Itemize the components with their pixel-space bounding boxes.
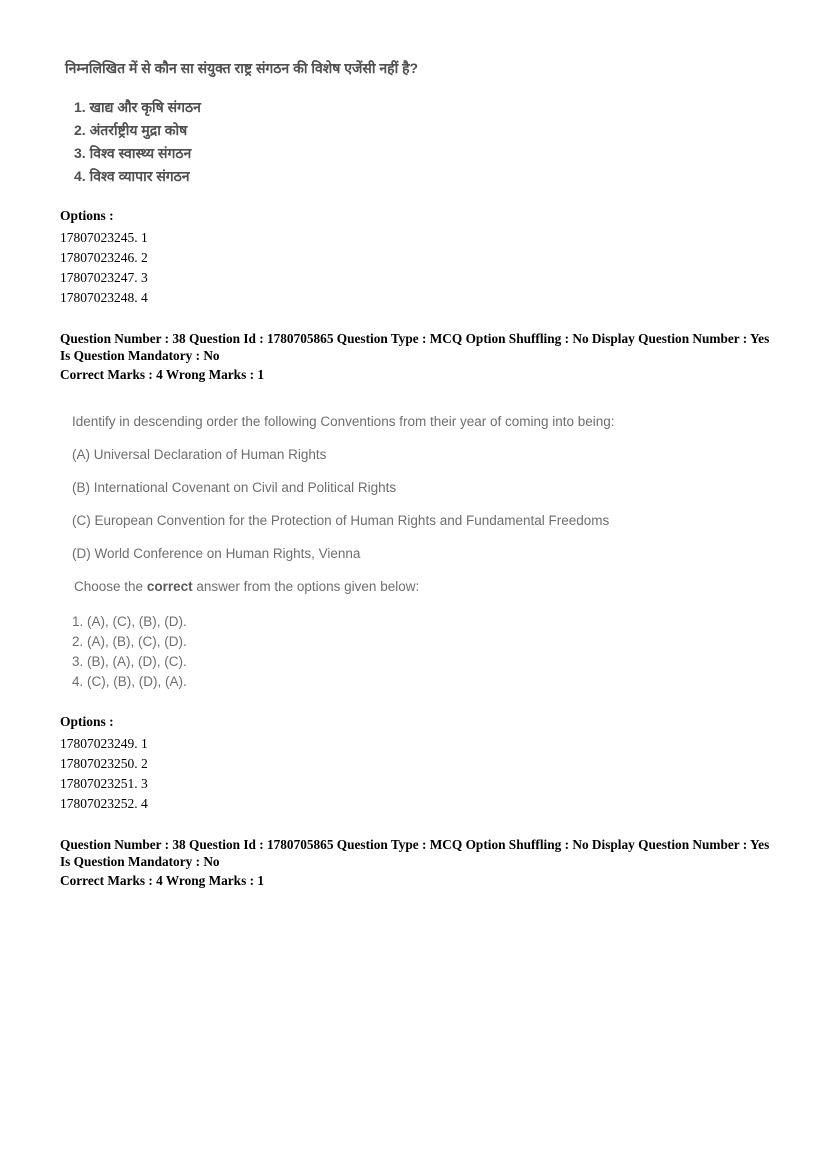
option-id-row: 17807023247. 3 <box>60 270 148 285</box>
option-id-row: 17807023250. 2 <box>60 756 148 771</box>
question-metadata <box>60 836 780 889</box>
metadata-marks-line: Correct Marks : 4 Wrong Marks : 1 <box>60 873 264 888</box>
convention-items-list <box>72 445 826 564</box>
convention-item-d: (D) World Conference on Human Rights, Vienna <box>72 546 361 561</box>
option-id-row: 17807023246. 2 <box>60 250 148 265</box>
metadata-line-1: Question Number : 38 Question Id : 1780705865 Question Type : MCQ Option Shuffling : No Display Question Number : Yes <box>60 331 770 346</box>
option-id-row: 17807023249. 1 <box>60 736 148 751</box>
option-id-list <box>60 228 826 308</box>
answer-options-list <box>72 612 826 692</box>
option-id-row: 17807023251. 3 <box>60 776 148 791</box>
options-heading: Options : <box>60 208 114 223</box>
choose-bold-word: correct <box>146 579 193 594</box>
convention-item-a: (A) Universal Declaration of Human Rights <box>72 447 327 462</box>
option-id-list <box>60 734 826 814</box>
answer-option-2: 2. (A), (B), (C), (D). <box>72 634 187 649</box>
option-id-row: 17807023252. 4 <box>60 796 148 811</box>
metadata-line-2: Is Question Mandatory : No <box>60 348 220 363</box>
choose-instruction <box>74 577 826 597</box>
metadata-line-2: Is Question Mandatory : No <box>60 854 220 869</box>
answer-option-1: 1. (A), (C), (B), (D). <box>72 614 187 629</box>
answer-option-4: 4. (C), (B), (D), (A). <box>72 674 187 689</box>
question-text-hindi: निम्नलिखित में से कौन सा संयुक्त राष्ट्र संगठन की विशेष एजेंसी नहीं है? <box>65 60 419 76</box>
convention-item-c: (C) European Convention for the Protection of Human Rights and Fundamental Freedoms <box>72 513 610 528</box>
choose-prefix: Choose the <box>74 579 147 594</box>
option-id-row: 17807023248. 4 <box>60 290 148 305</box>
hindi-option-2: 2. अंतर्राष्ट्रीय मुद्रा कोष <box>74 122 188 138</box>
hindi-option-1: 1. खाद्य और कृषि संगठन <box>74 99 201 115</box>
options-heading: Options : <box>60 714 114 729</box>
metadata-marks-line: Correct Marks : 4 Wrong Marks : 1 <box>60 367 264 382</box>
question-text-english: Identify in descending order the following Conventions from their year of coming into being: <box>72 414 615 429</box>
question-metadata <box>60 330 780 383</box>
hindi-option-3: 3. विश्व स्वास्थ्य संगठन <box>74 145 192 161</box>
option-id-row: 17807023245. 1 <box>60 230 148 245</box>
hindi-options-list <box>74 96 826 188</box>
metadata-line-1: Question Number : 38 Question Id : 1780705865 Question Type : MCQ Option Shuffling : No Display Question Number : Yes <box>60 837 770 852</box>
hindi-option-4: 4. विश्व व्यापार संगठन <box>74 168 190 184</box>
convention-item-b: (B) International Covenant on Civil and Political Rights <box>72 480 397 495</box>
choose-suffix: answer from the options given below: <box>192 579 420 594</box>
answer-option-3: 3. (B), (A), (D), (C). <box>72 654 187 669</box>
